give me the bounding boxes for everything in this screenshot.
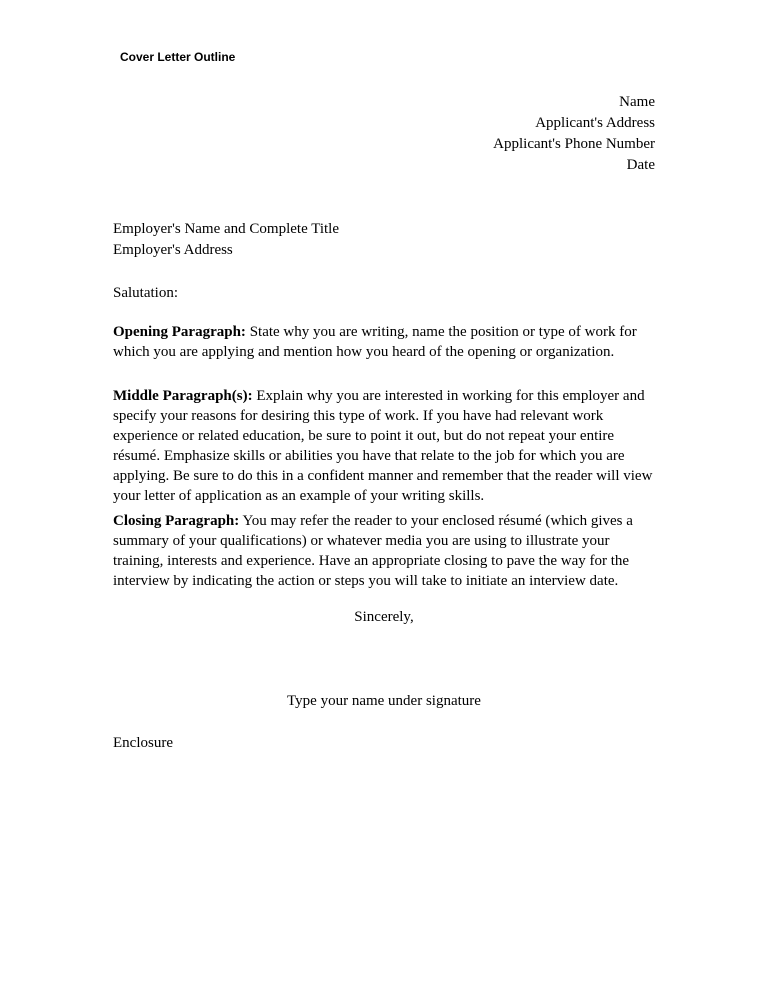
sign-off: Sincerely, [354,609,414,625]
employer-block [113,219,339,261]
employer-address: Employer's Address [113,242,233,258]
middle-paragraph-label: Middle Paragraph(s): [113,388,253,404]
applicant-phone: Applicant's Phone Number [493,136,655,152]
closing-paragraph-label: Closing Paragraph: [113,513,240,529]
signature-line: Type your name under signature [287,693,481,709]
document-title: Cover Letter Outline [120,50,236,64]
enclosure-note: Enclosure [113,735,173,751]
employer-name-title: Employer's Name and Complete Title [113,221,340,237]
middle-paragraph-text: Explain why you are interested in working for this employer and specify your reasons for desiring this type of work. If you have had relevant work experience or related education, be sure to point it out, but do not repeat your entire résumé. Emphasize skills or abilities you have that relate to the job for which you are applying. Be sure to do this in a confident manner and remember that the reader will view your letter of application as an example of your writing skills. [113,388,653,504]
opening-paragraph-label: Opening Paragraph: [113,324,246,340]
salutation: Salutation: [113,285,178,301]
applicant-block [493,92,655,176]
opening-paragraph [113,322,658,362]
closing-paragraph [113,511,658,591]
applicant-address: Applicant's Address [535,115,655,131]
middle-paragraph [113,386,658,506]
applicant-name: Name [619,94,655,110]
letter-date: Date [626,157,655,173]
opening-paragraph-text: State why you are writing, name the position or type of work for which you are applying and mention how you heard of the opening or organization. [113,324,637,360]
closing-paragraph-text: You may refer the reader to your enclosed résumé (which gives a summary of your qualifications) or whatever media you are using to illustrate your training, interests and experience. Have an appropriate closing to pave the way for the interview by indicating the action or steps you will take to initiate an interview date. [113,513,633,589]
